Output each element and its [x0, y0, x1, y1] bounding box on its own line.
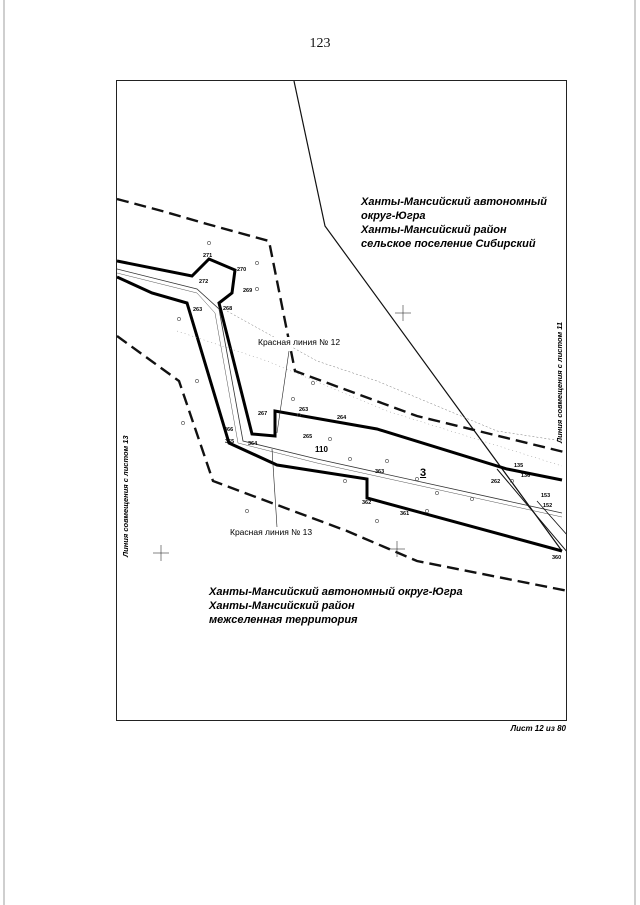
point-label: 361: [400, 511, 410, 517]
region-north-line-4: сельское поселение Сибирский: [361, 238, 536, 250]
zone-number: 3: [420, 467, 427, 479]
region-south-line-2: Ханты-Мансийский район: [209, 600, 355, 612]
point-label: 362: [362, 500, 372, 506]
sheet-label: Лист 12 из 80: [510, 724, 566, 733]
region-south-line-3: межселенная территория: [209, 614, 358, 626]
point-label: 360: [552, 555, 562, 561]
red-line-13-label: Красная линия № 13: [230, 527, 313, 537]
point-label: 271: [203, 253, 213, 259]
point-label: 267: [258, 411, 268, 417]
point-label: 152: [543, 503, 553, 509]
point-label: 264: [337, 415, 347, 421]
region-north-line-3: Ханты-Мансийский район: [361, 224, 507, 236]
road-number: 110: [315, 445, 328, 454]
leader-line-12: [277, 351, 289, 433]
page-number: 123: [309, 36, 331, 51]
region-label-south: [209, 585, 463, 627]
match-line-left-label: Линия совмещения с листом 13: [121, 435, 130, 557]
road-axis-3: [227, 311, 562, 441]
point-label: 153: [541, 493, 551, 499]
region-north-line-1: Ханты-Мансийский автономный: [361, 196, 547, 208]
red-line-12-label: Красная линия № 12: [258, 337, 341, 347]
red-line-13: [117, 277, 562, 551]
point-label: 366: [224, 427, 234, 433]
point-label: 263: [299, 407, 309, 413]
survey-points: [177, 241, 513, 522]
point-label: 363: [375, 469, 385, 475]
point-label: 364: [248, 441, 258, 447]
point-label: 270: [237, 267, 247, 273]
scan-edge-left: [3, 0, 5, 905]
point-label: 136: [521, 473, 531, 479]
point-label: 272: [199, 279, 209, 285]
zone-boundary-south: [117, 336, 567, 591]
region-label-north: [361, 195, 547, 251]
corner-line-a: [497, 469, 567, 553]
region-south-line-1: Ханты-Мансийский автономный округ-Югра: [209, 586, 463, 598]
leader-line-13: [272, 449, 277, 527]
point-label: 265: [303, 434, 313, 440]
match-line-right-label: Линия совмещения с листом 11: [555, 321, 564, 443]
map-frame: [116, 80, 567, 721]
point-label: 365: [225, 439, 235, 445]
region-north-line-2: округ-Югра: [361, 210, 426, 222]
road-axis-1: [117, 269, 562, 513]
point-label: 269: [243, 288, 253, 294]
point-label: 263: [193, 307, 203, 313]
point-label: 268: [223, 306, 233, 312]
point-label: 262: [491, 479, 501, 485]
point-label: 135: [514, 463, 524, 469]
red-line-12: [117, 259, 562, 480]
scan-edge-right: [634, 0, 636, 905]
territory-boundary: [294, 81, 562, 551]
